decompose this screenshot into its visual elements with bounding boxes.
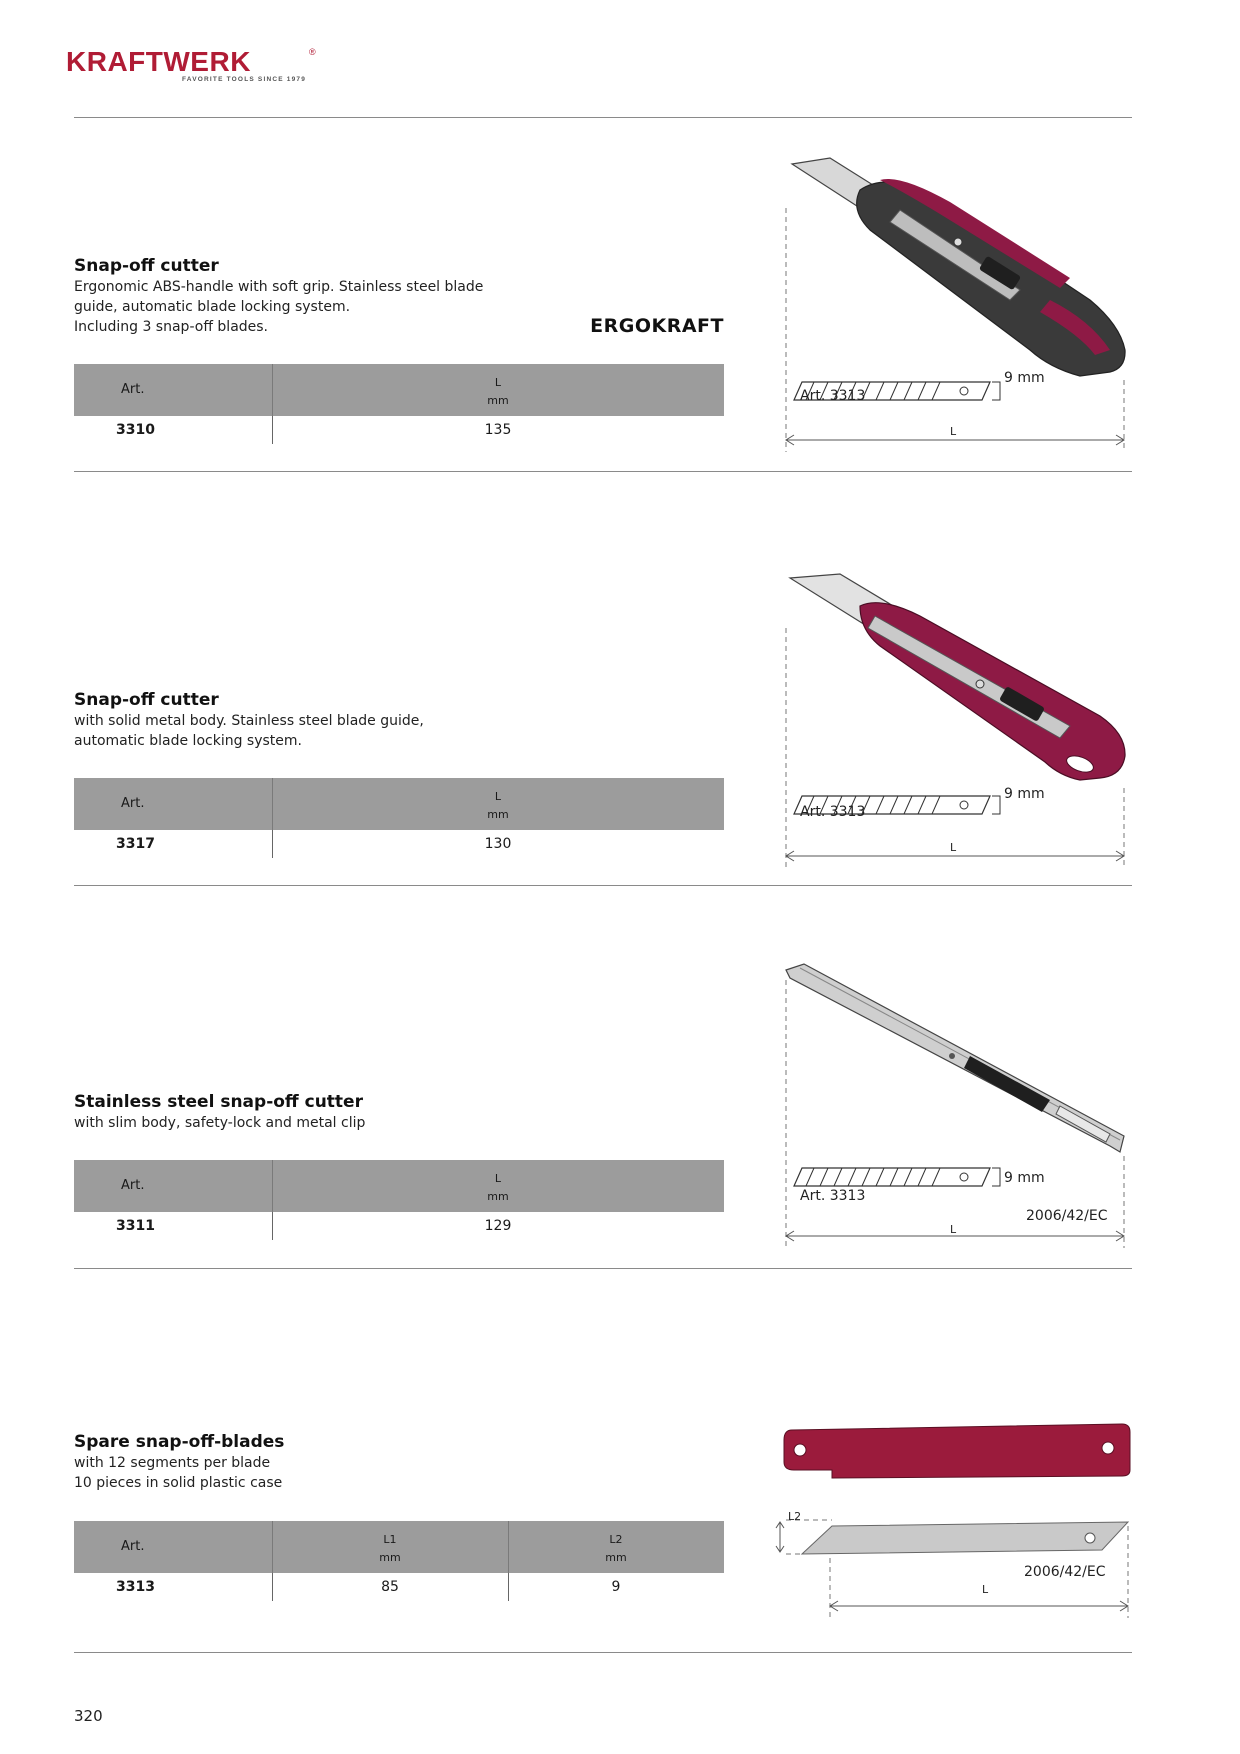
table-header — [74, 1160, 724, 1212]
description-line: Ergonomic ABS-handle with soft grip. Stainless steel blade — [74, 279, 484, 295]
column-separator — [272, 1212, 273, 1240]
column-separator — [272, 1521, 273, 1573]
cell-art: 3313 — [116, 1579, 155, 1595]
article-table — [74, 1521, 724, 1601]
cell-l1: 85 — [381, 1579, 399, 1595]
cutter-ergokraft-illustration — [780, 150, 1130, 456]
directive-label: 2006/42/EC — [1026, 1208, 1108, 1224]
header-label: L1 — [383, 1533, 397, 1546]
product-description — [74, 277, 483, 337]
length-dimension-label: L — [950, 841, 957, 854]
column-separator — [272, 364, 273, 416]
blade-reference-label: Art. 3313 — [800, 804, 866, 820]
table-row — [74, 830, 724, 858]
length-dimension-label: L — [950, 425, 957, 438]
column-separator — [272, 830, 273, 858]
article-table — [74, 364, 724, 444]
divider — [74, 1268, 1132, 1269]
cutter-metal-body-illustration — [780, 566, 1130, 872]
column-separator — [508, 1521, 509, 1573]
description-line: 10 pieces in solid plastic case — [74, 1475, 283, 1491]
column-separator — [272, 1160, 273, 1212]
height-dimension-label: L2 — [788, 1510, 802, 1523]
spare-blades-illustration — [772, 1418, 1134, 1628]
article-table — [74, 1160, 724, 1240]
cell-art: 3317 — [116, 836, 155, 852]
product-description — [74, 711, 424, 751]
article-table — [74, 778, 724, 858]
product-title: Spare snap-off-blades — [74, 1432, 285, 1452]
header-length — [272, 778, 724, 830]
divider — [74, 471, 1132, 472]
header-unit: mm — [605, 1551, 627, 1564]
column-separator — [272, 416, 273, 444]
column-separator — [508, 1573, 509, 1601]
cell-length: 135 — [484, 422, 512, 438]
table-row — [74, 1573, 724, 1601]
header-l2 — [508, 1521, 724, 1573]
blade-reference-label: Art. 3313 — [800, 1188, 866, 1204]
header-l1 — [272, 1521, 508, 1573]
header-label: L — [494, 376, 502, 389]
description-line: Including 3 snap-off blades. — [74, 319, 269, 335]
logo-tagline: FAVORITE TOOLS SINCE 1979 — [182, 76, 307, 83]
description-line: automatic blade locking system. — [74, 733, 302, 749]
column-separator — [272, 1573, 273, 1601]
header-label: L — [494, 1172, 502, 1185]
product-description — [74, 1113, 365, 1133]
blade-reference-label: Art. 3313 — [800, 388, 866, 404]
table-row — [74, 1212, 724, 1240]
table-header — [74, 1521, 724, 1573]
header-art: Art. — [121, 796, 145, 811]
header-length — [272, 1160, 724, 1212]
length-dimension-label: L — [982, 1583, 989, 1596]
cell-l2: 9 — [611, 1579, 621, 1595]
product-title: Snap-off cutter — [74, 256, 219, 276]
cell-length: 130 — [484, 836, 512, 852]
product-description — [74, 1453, 282, 1493]
divider — [74, 885, 1132, 886]
logo-wordmark: KRAFTWERK — [66, 46, 251, 77]
header-unit: mm — [487, 394, 509, 407]
header-label: L — [494, 790, 502, 803]
blade-size-label: 9 mm — [1004, 370, 1045, 386]
header-length — [272, 364, 724, 416]
table-header — [74, 778, 724, 830]
blade-size-label: 9 mm — [1004, 786, 1045, 802]
description-line: guide, automatic blade locking system. — [74, 299, 351, 315]
column-separator — [272, 778, 273, 830]
description-line: with 12 segments per blade — [74, 1455, 271, 1471]
product-title: Snap-off cutter — [74, 690, 219, 710]
description-line: with solid metal body. Stainless steel blade guide, — [74, 713, 424, 729]
header-art: Art. — [121, 382, 145, 397]
brand-label: ERGOKRAFT — [590, 315, 724, 337]
description-line: with slim body, safety-lock and metal clip — [74, 1115, 366, 1131]
cell-length: 129 — [484, 1218, 512, 1234]
divider — [74, 117, 1132, 118]
cell-art: 3311 — [116, 1218, 155, 1234]
kraftwerk-logo — [66, 46, 326, 88]
table-header — [74, 364, 724, 416]
header-unit: mm — [379, 1551, 401, 1564]
divider — [74, 1652, 1132, 1653]
header-art: Art. — [121, 1539, 145, 1554]
header-art: Art. — [121, 1178, 145, 1193]
header-label: L2 — [609, 1533, 623, 1546]
header-unit: mm — [487, 808, 509, 821]
table-row — [74, 416, 724, 444]
directive-label: 2006/42/EC — [1024, 1564, 1106, 1580]
logo-registered-mark: ® — [309, 47, 316, 57]
header-unit: mm — [487, 1190, 509, 1203]
product-title: Stainless steel snap-off cutter — [74, 1092, 363, 1112]
page-number: 320 — [74, 1707, 103, 1725]
cell-art: 3310 — [116, 422, 155, 438]
length-dimension-label: L — [950, 1223, 957, 1236]
blade-size-label: 9 mm — [1004, 1170, 1045, 1186]
